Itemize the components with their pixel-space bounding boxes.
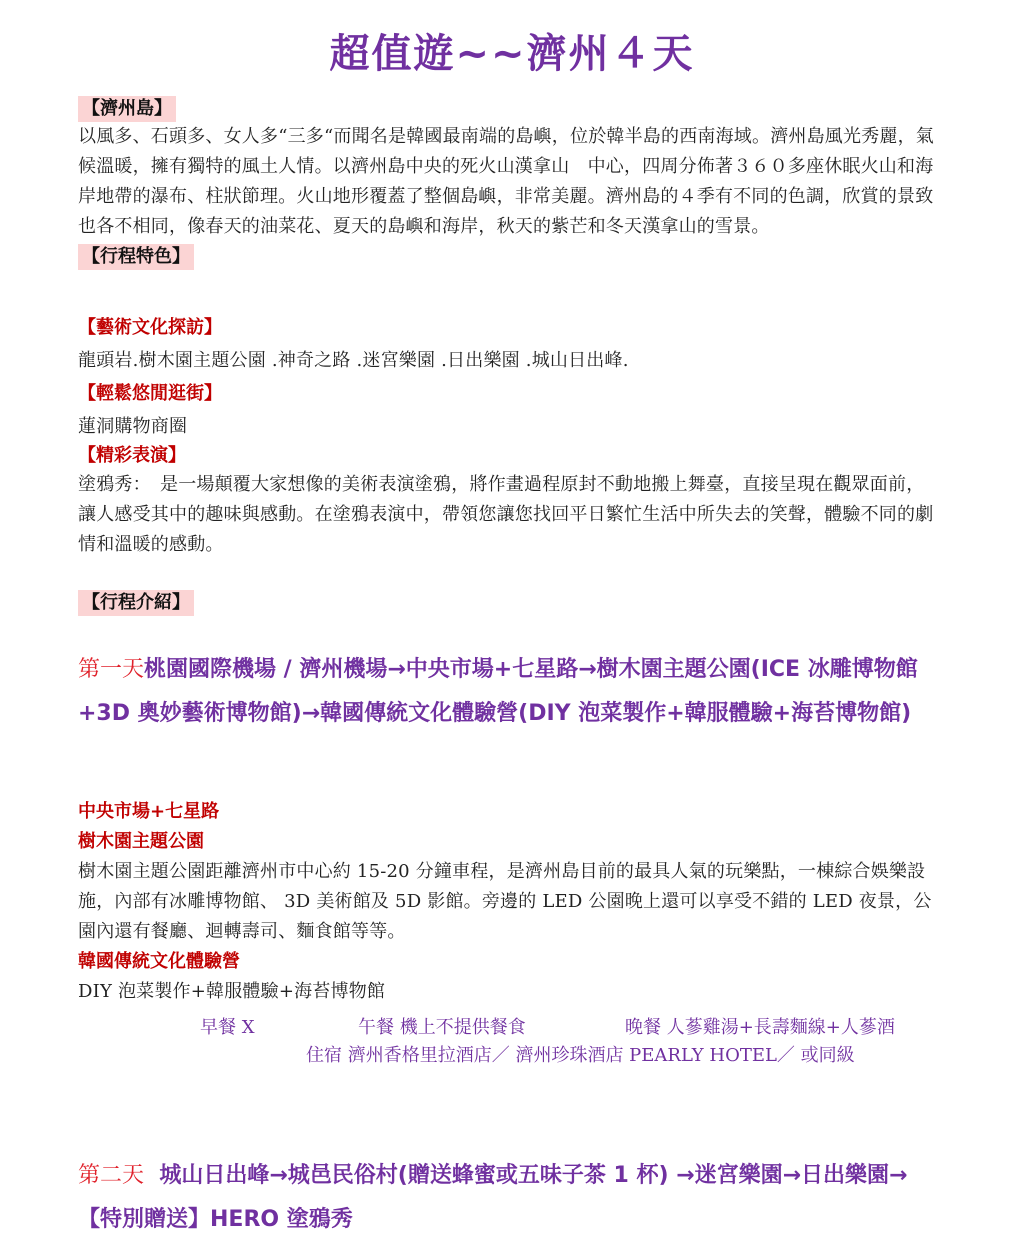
day1-sub-park: 樹木園主題公園 [78, 831, 204, 852]
features-tag: 【行程特色】 [78, 244, 194, 270]
island-text: 以風多、石頭多、女人多“三多“而聞名是韓國最南端的島嶼，位於韓半島的西南海域。濟州島風光秀麗，氣候溫暖，擁有獨特的風土人情。以濟州島中央的死火山漢拿山 中心，四周分佈著３６０多座休眠火山和海岸地帶的瀑布、柱狀節理。火山地形覆蓋了整個島嶼，非常美麗。濟州島的４季有不同的色調，欣賞的景致也各不相同，像春天的油菜花、夏天的島嶼和海岸，秋天的紫芒和冬天漢拿山的雪景。 [78, 126, 934, 237]
day1-sub-culture: 韓國傳統文化體驗營 [78, 951, 240, 972]
hotel: 住宿 濟州香格里拉酒店／ 濟州珍珠酒店 PEARLY HOTEL／ 或同級 [306, 1045, 855, 1066]
day1-culture-text: DIY 泡菜製作+韓服體驗+海苔博物館 [78, 981, 386, 1002]
intro-tag: 【行程介紹】 [78, 590, 194, 616]
show-text: 塗鴉秀： 是一場顛覆大家想像的美術表演塗鴉，將作畫過程原封不動地搬上舞臺，直接呈現在觀眾面前，讓人感受其中的趣味與感動。在塗鴉表演中，帶領您讓您找回平日繁忙生活中所失去的笑聲，體驗不同的劇情和溫暖的感動。 [78, 474, 934, 555]
page-title: 超值遊~~濟州４天 [329, 31, 695, 77]
day1-label: 第一天 [78, 657, 145, 682]
day1-route-text: 桃園國際機場 / 濟州機場→中央市場+七星路→樹木園主題公園(ICE 冰雕博物館+3D 奧妙藝術博物館)→韓國傳統文化體驗營(DIY 泡菜製作+韓服體驗+海苔博物館) [78, 657, 918, 726]
shopping-text: 蓮洞購物商圈 [78, 416, 188, 437]
art-tag: 【藝術文化探訪】 [78, 317, 222, 338]
intro-section [78, 590, 938, 616]
show-tag: 【精彩表演】 [78, 445, 186, 466]
day2-route [78, 1154, 938, 1242]
day2-route-text: 城山日出峰→城邑民俗村(贈送蜂蜜或五味子茶 1 杯) →迷宮樂園→日出樂園→【特別贈送】HERO 塗鴉秀 [78, 1163, 908, 1232]
art-text: 龍頭岩.樹木園主題公園 .神奇之路 .迷宮樂園 .日出樂園 .城山日出峰. [78, 350, 629, 371]
art-section [78, 314, 938, 376]
dinner: 晚餐 人蔘雞湯+長壽麵線+人蔘酒 [625, 1017, 895, 1038]
island-tag: 【濟州島】 [78, 96, 176, 122]
day1-route [78, 648, 938, 736]
day2-header [78, 1154, 938, 1242]
shopping-tag: 【輕鬆悠閒逛街】 [78, 383, 222, 404]
day1-details [78, 797, 938, 1007]
day1-sub-market: 中央市場+七星路 [78, 801, 220, 822]
breakfast: 早餐 X [200, 1017, 255, 1038]
day1-park-text: 樹木園主題公園距離濟州市中心約 15-20 分鐘車程，是濟州島目前的最具人氣的玩樂點，一棟綜合娛樂設施，內部有冰雕博物館、 3D 美術館及 5D 影館。旁邊的 LED 公園晚上還可以享受不錯的 LED 夜景，公園內還有餐廳、迴轉壽司、麵食館等等。 [78, 861, 932, 942]
day1-header [78, 648, 938, 736]
lunch: 午餐 機上不提供餐食 [358, 1017, 526, 1038]
shopping-section [78, 380, 938, 442]
day2-label: 第二天 [78, 1163, 145, 1188]
island-section [78, 96, 938, 270]
show-section [78, 442, 938, 560]
